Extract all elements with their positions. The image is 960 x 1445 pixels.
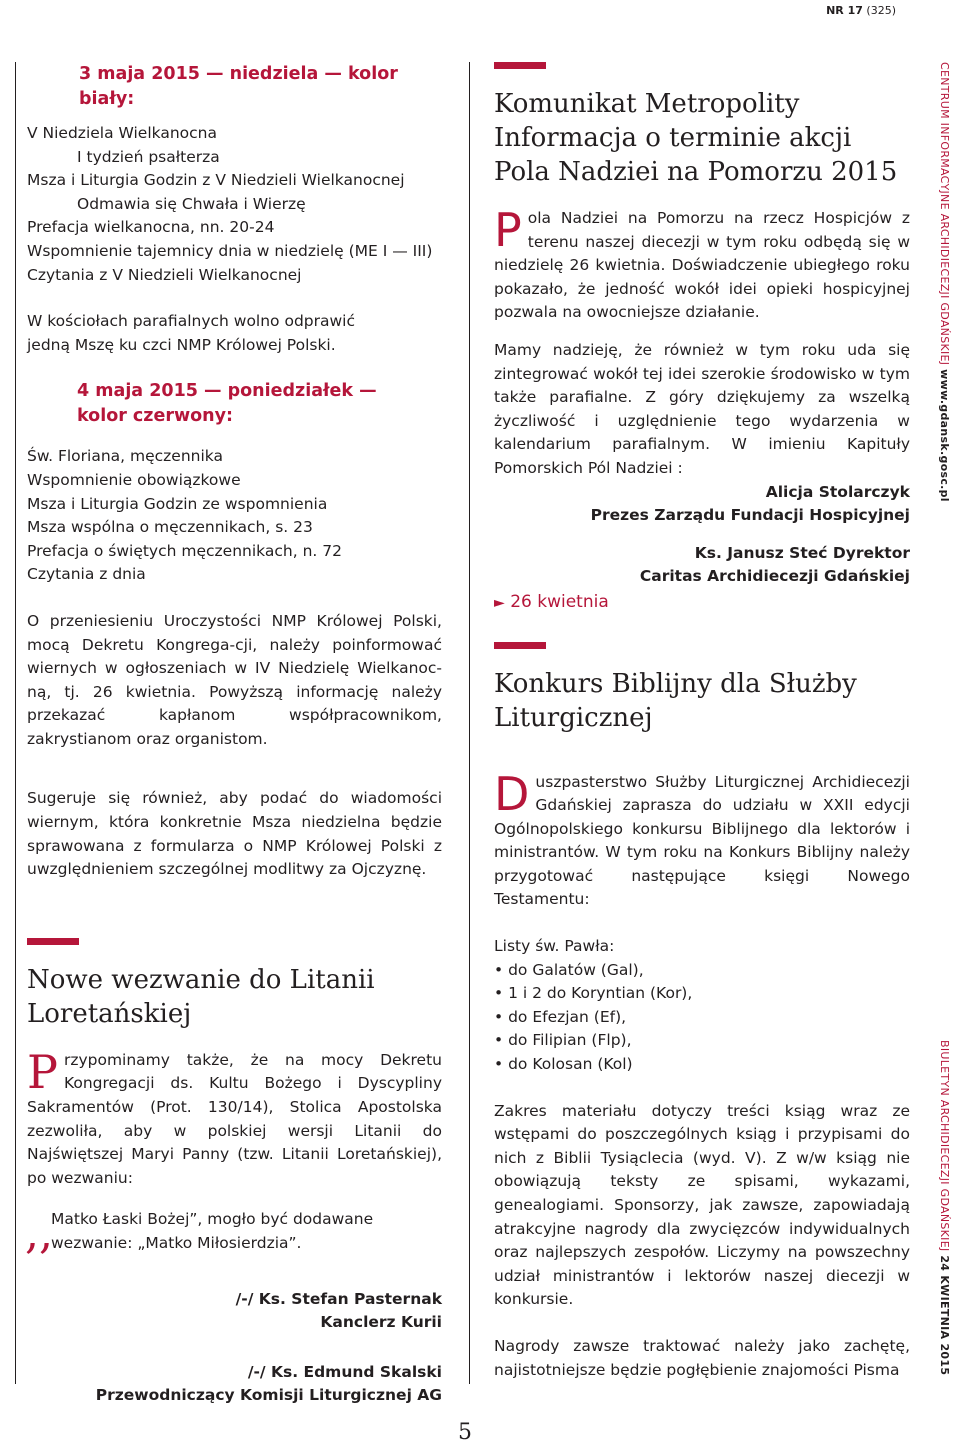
list-item: • do Filipian (Flp),: [494, 1029, 910, 1053]
section-bar: [494, 62, 546, 69]
center-rule: [469, 62, 470, 1384]
list-item: • do Kolosan (Kol): [494, 1053, 910, 1077]
liturgy-line: Czytania z V Niedzieli Wielkanocnej: [27, 265, 302, 284]
section-bar: [27, 938, 79, 945]
paragraph: Duszpasterstwo Służby Liturgicznej Archidiecezji Gdańskiej zaprasza do udziału w XXII edycji Ogólnopolskiego konkursu Biblijnego dla lektorów i ministrantów. W tym roku na Konkurs Biblijny należy przygotować następujące księgi Nowego Testamentu:: [494, 766, 910, 909]
section-heading-may4: 4 maja 2015 — poniedziałek — kolor czerwony:: [77, 381, 377, 427]
signature-title: Caritas Archidiecezji Gdańskiej: [639, 567, 910, 586]
liturgy-line: I tydzień psałterza: [77, 147, 220, 166]
list-item: • do Efezjan (Ef),: [494, 1006, 910, 1030]
quote-block: [25, 1208, 442, 1260]
sidebar-info: CENTRUM INFORMACYJNE ARCHIDIECEZJI GDAŃSKIEJ www.gdansk.gosc.pl: [938, 62, 951, 502]
contest-headline: Konkurs Biblijny dla Służby Liturgicznej: [494, 668, 857, 733]
section-heading-may3: 3 maja 2015 — niedziela — kolor biały:: [79, 64, 398, 109]
paragraph: Zakres materiału dotyczy treści ksiąg wraz ze wstępami do poszczególnych ksiąg i przypisami do nich z Biblii Tysiąclecia (wyd. V). Z w/w ksiąg nie obowiązują teksty ze spisami, wykazami, genealogiami. Sponsorzy, jak zawsze, zapowiadają atrakcyjne nagrody dla zwycięzców indywidualnych oraz najlepszych zespołów. Liczymy na powszechny udział ministrantów i lektorów naszej diecezji w konkursie.: [494, 1101, 910, 1309]
drop-cap: P: [494, 203, 522, 257]
liturgy-line: Odmawia się Chwała i Wierzę: [77, 194, 306, 213]
quote-text: Matko Łaski Bożej”, mogło być dodawane wezwanie: „Matko Miłosierdzia”.: [51, 1210, 374, 1252]
signature-name: /-/ Ks. Edmund Skalski: [247, 1362, 442, 1381]
date-tag: ► 26 kwietnia: [494, 591, 609, 612]
list-item: • do Galatów (Gal),: [494, 959, 910, 983]
left-column: [27, 62, 442, 1408]
litany-paragraph: Przypominamy także, że na mocy Dekretu Kongregacji ds. Kultu Bożego i Dyscypliny Sakramentów (Prot. 130/14), Stolica Apostolska zezwoliła, aby w polskiej wersji Litanii do Najświętszej Maryi Panny (tzw. Litanii Loretańskiej), po wezwaniu:: [27, 1044, 442, 1187]
letters-label: Listy św. Pawła:: [494, 937, 615, 956]
issue-number: NR 17 (325): [826, 4, 896, 17]
signature-title: Przewodniczący Komisji Liturgicznej AG: [95, 1386, 442, 1405]
liturgy-line: Wspomnienie obowiązkowe: [27, 470, 241, 489]
left-rule: [15, 62, 16, 1384]
page-number: 5: [458, 1420, 472, 1445]
litany-headline: Nowe wezwanie do Litanii Loretańskiej: [27, 964, 375, 1029]
paragraph: Pola Nadziei na Pomorzu na rzecz Hospicjów z terenu naszej diecezji w tym roku odbędą się w niedzielę 26 kwietnia. Doświadczenie ubiegłego roku pokazało, że jedność wokół idei opieki hospicyjnej pozwala na owocniejsze działanie.: [494, 203, 910, 322]
signature-name: Alicja Stolarczyk: [765, 482, 910, 501]
sidebar-url: www.gdansk.gosc.pl: [938, 369, 951, 502]
paragraph: Mamy nadzieję, że również w tym roku uda się zintegrować wokół tej idei szerokie środowisko w tym także parafialne. Z góry dziękujemy za wszelką życzliwość i uzględnienie tego wydarzenia w kalendarium parafialnym. W imieniu Kapituły Pomorskich Pól Nadziei :: [494, 340, 910, 477]
liturgy-line: Msza i Liturgia Godzin ze wspomnienia: [27, 494, 328, 513]
liturgy-line: Wspomnienie tajemnicy dnia w niedzielę (ME I — III): [27, 241, 433, 260]
liturgy-line: jedną Mszę ku czci NMP Królowej Polski.: [27, 335, 336, 354]
liturgy-line: Msza i Liturgia Godzin z V Niedzieli Wielkanocnej: [27, 171, 405, 190]
liturgy-line: W kościołach parafialnych wolno odprawić: [27, 312, 356, 331]
paragraph: Sugeruje się również, aby podać do wiadomości wiernym, która konkretnie Msza niedzielna będzie sprawowana z formularza o NMP Królowej Polski z uwzględnieniem szczególnej modlitwy za Ojczyznę.: [27, 789, 442, 879]
drop-cap: P: [27, 1044, 58, 1099]
paragraph: Nagrody zawsze traktować należy jako zachętę, najistotniejsze będzie pogłębienie znajomości Pisma: [494, 1336, 910, 1379]
liturgy-line: Msza wspólna o męczennikach, s. 23: [27, 518, 313, 537]
quote-mark: ,,: [25, 1208, 53, 1260]
book-list: [494, 959, 910, 1077]
liturgy-line: Czytania z dnia: [27, 565, 146, 584]
drop-cap: D: [494, 766, 530, 821]
section-bar: [494, 642, 546, 649]
liturgy-line: Prefacja wielkanocna, nn. 20-24: [27, 218, 275, 237]
liturgy-line: Św. Floriana, męczennika: [27, 447, 223, 466]
signature-title: Kanclerz Kurii: [320, 1313, 442, 1332]
right-column: [494, 62, 910, 1382]
liturgy-line: V Niedziela Wielkanocna: [27, 124, 218, 142]
signature-name: /-/ Ks. Stefan Pasternak: [235, 1289, 442, 1308]
signature-title: Prezes Zarządu Fundacji Hospicyjnej: [590, 506, 910, 525]
liturgy-line: Prefacja o świętych męczennikach, n. 72: [27, 541, 342, 560]
sidebar-date: 24 KWIETNIA 2015: [938, 1255, 951, 1376]
list-item: • 1 i 2 do Koryntian (Kor),: [494, 982, 910, 1006]
signature-name: Ks. Janusz Steć Dyrektor: [694, 543, 910, 562]
communique-headline: Komunikat Metropolity Informacja o terminie akcji Pola Nadziei na Pomorzu 2015: [494, 89, 898, 187]
sidebar-bulletin: BIULETYN ARCHIDIECEZJI GDAŃSKIEJ 24 KWIETNIA 2015: [938, 1040, 951, 1376]
arrow-icon: ►: [494, 594, 505, 611]
paragraph: O przeniesieniu Uroczystości NMP Królowej Polski, mocą Dekretu Kongrega-cji, należy poinformować wiernych w ogłoszeniach w IV Niedzielę Wielkanoc-ną, tj. 26 kwietnia. Powyższą informację należy przekazać kapłanom współpracownikom, zakrystianom oraz organistom.: [27, 611, 442, 748]
